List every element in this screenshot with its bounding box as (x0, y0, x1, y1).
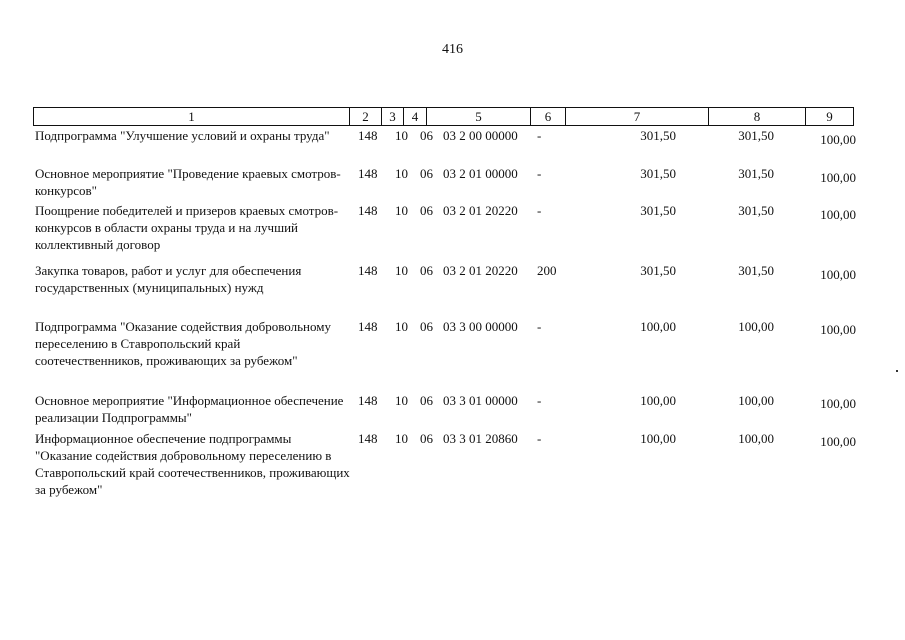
header-col-1: 1 (34, 108, 350, 125)
row-col-9: 100,00 (820, 434, 856, 449)
row-col-3: 10 (395, 166, 408, 181)
row-col-5: 03 2 01 20220 (443, 263, 518, 278)
row-name: Подпрограмма "Улучшение условий и охраны труда" (35, 128, 330, 143)
row-col-4: 06 (420, 263, 433, 278)
page-number: 416 (442, 42, 463, 57)
row-col-2: 148 (358, 431, 378, 446)
header-col-3: 3 (382, 108, 404, 125)
row-col-6: - (537, 166, 542, 181)
row-col-6: - (537, 203, 542, 218)
row-col-9: 100,00 (820, 396, 856, 411)
row-name: Основное мероприятие "Проведение краевых смотров-конкурсов" (35, 166, 341, 198)
row-name: Закупка товаров, работ и услуг для обеспечения государственных (муниципальных) нужд (35, 263, 302, 295)
row-col-2: 148 (358, 166, 378, 181)
row-col-9: 100,00 (820, 322, 856, 337)
row-col-8: 301,50 (738, 128, 774, 143)
row-col-3: 10 (395, 263, 408, 278)
row-col-6: - (537, 393, 542, 408)
row-col-9: 100,00 (820, 132, 856, 147)
row-col-8: 100,00 (738, 431, 774, 446)
header-col-8: 8 (709, 108, 806, 125)
row-col-6: - (537, 319, 542, 334)
row-col-5: 03 2 01 00000 (443, 166, 518, 181)
row-col-4: 06 (420, 128, 433, 143)
row-name: Поощрение победителей и призеров краевых смотров-конкурсов в области охраны труда и на лучший коллективный договор (35, 203, 339, 252)
header-col-9: 9 (826, 109, 833, 124)
row-col-7: 301,50 (640, 203, 676, 218)
row-name: Информационное обеспечение подпрограммы "Оказание содействия добровольному переселению в Ставропольский край соотечественников, проживающих за рубежом" (35, 431, 350, 497)
row-col-9: 100,00 (820, 170, 856, 185)
row-col-7: 100,00 (640, 393, 676, 408)
row-col-2: 148 (358, 203, 378, 218)
row-col-3: 10 (395, 203, 408, 218)
row-col-7: 301,50 (640, 263, 676, 278)
row-col-5: 03 3 00 00000 (443, 319, 518, 334)
header-col-2: 2 (350, 108, 382, 125)
row-col-7: 100,00 (640, 431, 676, 446)
row-col-3: 10 (395, 319, 408, 334)
row-col-5: 03 3 01 20860 (443, 431, 518, 446)
table-header (33, 107, 854, 126)
row-col-5: 03 3 01 00000 (443, 393, 518, 408)
row-col-7: 301,50 (640, 128, 676, 143)
row-col-8: 100,00 (738, 319, 774, 334)
row-col-9: 100,00 (820, 207, 856, 222)
row-col-2: 148 (358, 319, 378, 334)
row-col-2: 148 (358, 393, 378, 408)
row-col-3: 10 (395, 393, 408, 408)
header-col-6: 6 (531, 108, 566, 125)
row-col-8: 100,00 (738, 393, 774, 408)
header-col-5: 5 (427, 108, 531, 125)
row-col-4: 06 (420, 431, 433, 446)
row-col-2: 148 (358, 128, 378, 143)
row-col-9: 100,00 (820, 267, 856, 282)
row-col-4: 06 (420, 319, 433, 334)
row-col-7: 301,50 (640, 166, 676, 181)
row-col-2: 148 (358, 263, 378, 278)
row-name: Основное мероприятие "Информационное обеспечение реализации Подпрограммы" (35, 393, 344, 425)
row-col-3: 10 (395, 431, 408, 446)
row-col-5: 03 2 00 00000 (443, 128, 518, 143)
row-col-5: 03 2 01 20220 (443, 203, 518, 218)
scan-speck (896, 370, 898, 372)
row-col-4: 06 (420, 393, 433, 408)
row-col-8: 301,50 (738, 263, 774, 278)
row-col-6: 200 (537, 263, 557, 278)
row-col-8: 301,50 (738, 203, 774, 218)
row-col-8: 301,50 (738, 166, 774, 181)
row-col-4: 06 (420, 203, 433, 218)
header-col-4: 4 (404, 108, 427, 125)
row-col-4: 06 (420, 166, 433, 181)
header-col-7: 7 (566, 108, 709, 125)
row-col-6: - (537, 128, 542, 143)
row-col-6: - (537, 431, 542, 446)
row-name: Подпрограмма "Оказание содействия добровольному переселению в Ставропольский край соотечественников, проживающих за рубежом" (35, 319, 331, 368)
row-col-7: 100,00 (640, 319, 676, 334)
row-col-3: 10 (395, 128, 408, 143)
